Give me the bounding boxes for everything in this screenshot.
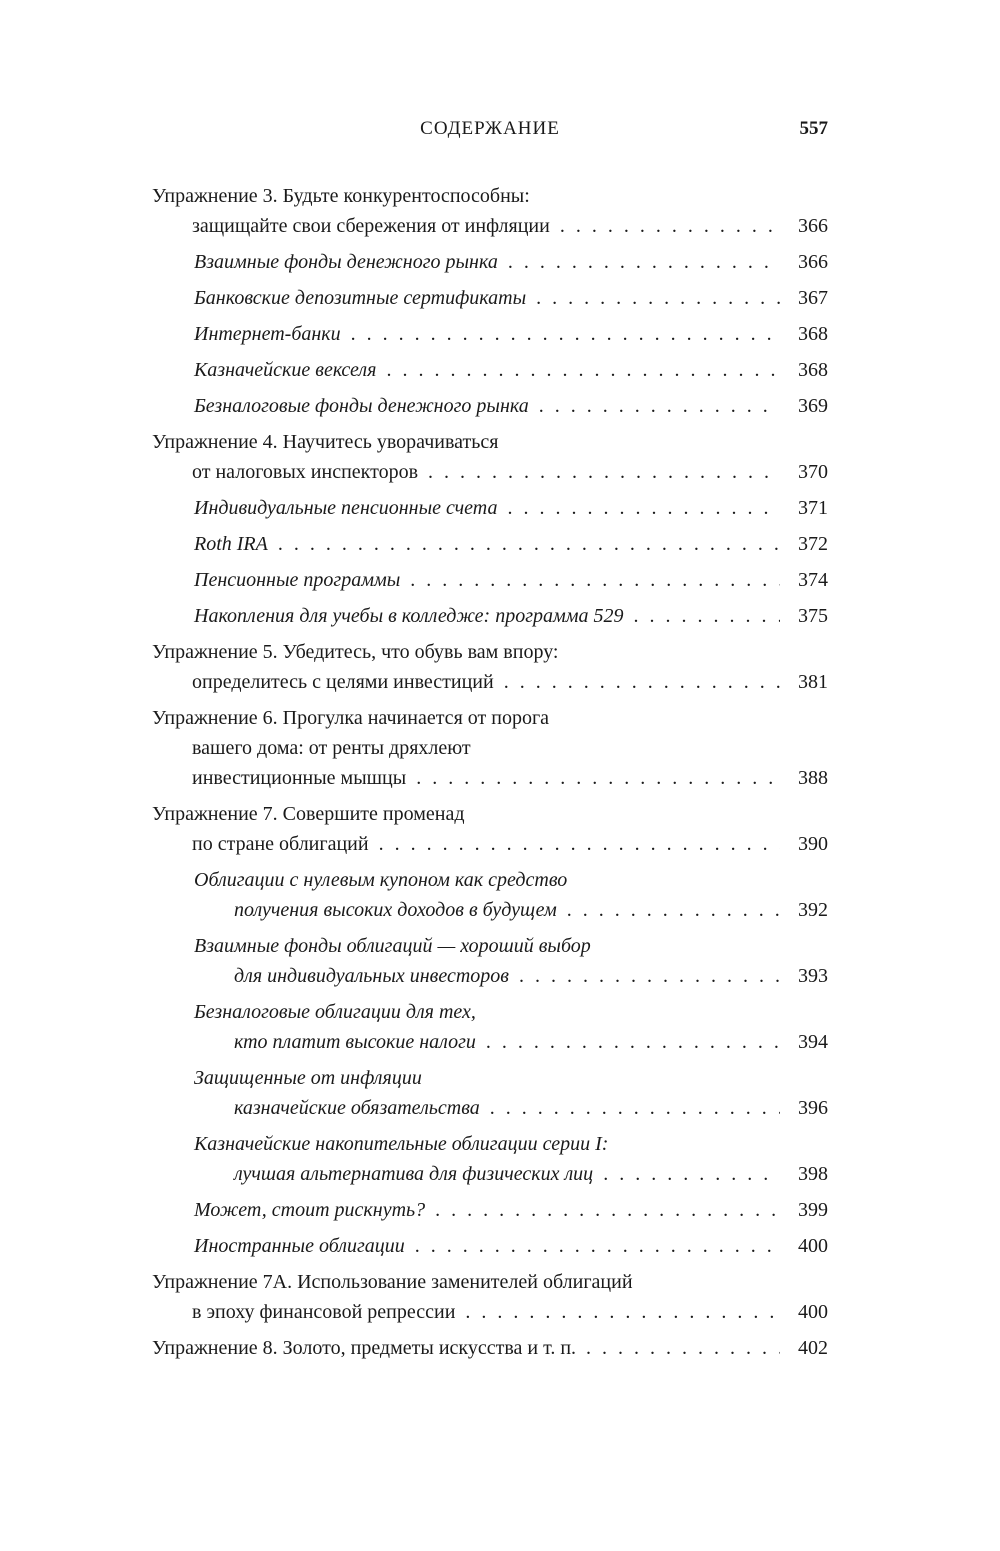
toc-page-number: 400 — [798, 1235, 828, 1257]
toc-section-entry — [152, 565, 828, 595]
toc-section-entry — [152, 931, 828, 991]
dot-leader — [465, 1297, 780, 1327]
toc-entry-last-line — [152, 829, 828, 859]
toc-section-entry — [152, 493, 828, 523]
toc-entry-title: защищайте свои сбережения от инфляции — [192, 215, 550, 237]
dot-leader — [386, 355, 780, 385]
toc-entry-line: Взаимные фонды облигаций — хороший выбор — [194, 935, 591, 957]
toc-entry-title: казначейские обязательства — [234, 1097, 480, 1119]
toc-entry-line: вашего дома: от ренты дряхлеют — [192, 737, 471, 759]
toc-entry-last-line — [194, 895, 828, 925]
toc-page-number: 371 — [798, 497, 828, 519]
running-head-page-number: 557 — [799, 118, 828, 139]
toc-page-number: 374 — [798, 569, 828, 591]
toc-entry-title: Roth IRA — [194, 533, 268, 555]
toc-entry-last-line — [194, 961, 828, 991]
toc-entry-title: Иностранные облигации — [194, 1235, 405, 1257]
dot-leader — [560, 211, 780, 241]
toc-section-entry — [152, 601, 828, 631]
toc-chapter-entry — [152, 637, 828, 697]
toc-page-number: 372 — [798, 533, 828, 555]
toc-entry-last-line — [194, 565, 828, 595]
toc-entry-title: лучшая альтернатива для физических лиц — [234, 1163, 594, 1185]
running-head — [152, 118, 828, 148]
toc-entry-last-line — [194, 1093, 828, 1123]
toc-page-number: 368 — [798, 359, 828, 381]
toc-page-number: 396 — [798, 1097, 828, 1119]
toc-entry-title: Пенсионные программы — [194, 569, 401, 591]
dot-leader — [415, 1231, 780, 1261]
toc-entry-last-line — [152, 1333, 828, 1363]
toc-entry-line: Защищенные от инфляции — [194, 1067, 422, 1089]
toc-entry-last-line — [194, 1231, 828, 1261]
dot-leader — [567, 895, 780, 925]
toc-page-number: 394 — [798, 1031, 828, 1053]
toc-chapter-entry — [152, 1333, 828, 1363]
dot-leader — [416, 763, 780, 793]
dot-leader — [504, 667, 780, 697]
dot-leader — [486, 1027, 780, 1057]
toc-page-number: 368 — [798, 323, 828, 345]
toc-entry-title: от налоговых инспекторов — [192, 461, 419, 483]
toc-page-number: 367 — [798, 287, 828, 309]
toc-entry-title: по стране облигаций — [192, 833, 369, 855]
dot-leader — [490, 1093, 780, 1123]
toc-entry-title: в эпоху финансовой репрессии — [192, 1301, 456, 1323]
toc-page-number: 388 — [798, 767, 828, 789]
toc-page-number: 381 — [798, 671, 828, 693]
toc-entry-last-line — [152, 457, 828, 487]
toc-chapter-entry — [152, 1267, 828, 1327]
toc-entry-title: определитесь с целями инвестиций — [192, 671, 494, 693]
toc-entry-title: Интернет-банки — [194, 323, 341, 345]
running-head-title: СОДЕРЖАНИЕ — [420, 118, 560, 139]
dot-leader — [428, 457, 780, 487]
dot-leader — [410, 565, 780, 595]
toc-entry-last-line — [194, 283, 828, 313]
toc-entry-title: получения высоких доходов в будущем — [234, 899, 557, 921]
toc-entry-line: Безналоговые облигации для тех, — [194, 1001, 476, 1023]
toc-entry-line: Казначейские накопительные облигации серии I: — [194, 1133, 609, 1155]
toc-entry-last-line — [194, 529, 828, 559]
toc-entry-last-line — [152, 763, 828, 793]
toc-entry-last-line — [194, 1159, 828, 1189]
toc-section-entry — [152, 1195, 828, 1225]
dot-leader — [278, 529, 780, 559]
toc-entry-last-line — [152, 667, 828, 697]
toc-entry-last-line — [194, 601, 828, 631]
toc-entry-title: Упражнение 8. Золото, предметы искусства и т. п. — [152, 1337, 577, 1359]
toc-page-number: 370 — [798, 461, 828, 483]
toc-entry-title: Накопления для учебы в колледже: программа 529 — [194, 605, 624, 627]
toc-section-entry — [152, 865, 828, 925]
toc-entry-title: Казначейские векселя — [194, 359, 377, 381]
toc-page-number: 398 — [798, 1163, 828, 1185]
toc-entry-line: Упражнение 7. Совершите променад — [152, 803, 465, 825]
toc-section-entry — [152, 997, 828, 1057]
toc-section-entry — [152, 355, 828, 385]
toc-entry-last-line — [152, 211, 828, 241]
dot-leader — [508, 247, 780, 277]
toc-chapter-entry — [152, 799, 828, 859]
dot-leader — [351, 319, 780, 349]
toc-section-entry — [152, 283, 828, 313]
dot-leader — [519, 961, 780, 991]
toc-section-entry — [152, 247, 828, 277]
toc-entry-line: Упражнение 7А. Использование заменителей облигаций — [152, 1271, 633, 1293]
toc-entry-title: инвестиционные мышцы — [192, 767, 407, 789]
toc-entry-last-line — [194, 319, 828, 349]
toc-chapter-entry — [152, 703, 828, 793]
toc-entry-title: Может, стоит рискнуть? — [194, 1199, 426, 1221]
toc-page-number: 400 — [798, 1301, 828, 1323]
toc-entry-line: Упражнение 5. Убедитесь, что обувь вам впору: — [152, 641, 559, 663]
toc-entry-last-line — [194, 247, 828, 277]
toc-section-entry — [152, 529, 828, 559]
toc-chapter-entry — [152, 427, 828, 487]
dot-leader — [634, 601, 780, 631]
toc-entry-title: Банковские депозитные сертификаты — [194, 287, 527, 309]
toc-page-number: 366 — [798, 251, 828, 273]
toc-section-entry — [152, 1129, 828, 1189]
toc-entry-title: Безналоговые фонды денежного рынка — [194, 395, 529, 417]
toc-entry-line: Облигации с нулевым купоном как средство — [194, 869, 568, 891]
toc-page-number: 390 — [798, 833, 828, 855]
toc-entry-title: для индивидуальных инвесторов — [234, 965, 509, 987]
toc-entry-last-line — [194, 1195, 828, 1225]
toc-entry-last-line — [194, 391, 828, 421]
toc-page-number: 375 — [798, 605, 828, 627]
dot-leader — [586, 1333, 780, 1363]
toc-page-number: 392 — [798, 899, 828, 921]
table-of-contents — [152, 181, 828, 1369]
dot-leader — [379, 829, 780, 859]
toc-page-number: 369 — [798, 395, 828, 417]
toc-entry-title: Взаимные фонды денежного рынка — [194, 251, 498, 273]
toc-entry-last-line — [194, 355, 828, 385]
dot-leader — [536, 283, 780, 313]
toc-entry-last-line — [152, 1297, 828, 1327]
toc-section-entry — [152, 1063, 828, 1123]
toc-entry-title: Индивидуальные пенсионные счета — [194, 497, 498, 519]
toc-entry-line: Упражнение 4. Научитесь уворачиваться — [152, 431, 499, 453]
toc-page-number: 399 — [798, 1199, 828, 1221]
toc-entry-title: кто платит высокие налоги — [234, 1031, 476, 1053]
toc-section-entry — [152, 391, 828, 421]
toc-section-entry — [152, 1231, 828, 1261]
toc-section-entry — [152, 319, 828, 349]
toc-page-number: 366 — [798, 215, 828, 237]
toc-page-number: 402 — [798, 1337, 828, 1359]
toc-entry-line: Упражнение 6. Прогулка начинается от порога — [152, 707, 550, 729]
dot-leader — [507, 493, 780, 523]
dot-leader — [603, 1159, 780, 1189]
toc-entry-line: Упражнение 3. Будьте конкурентоспособны: — [152, 185, 530, 207]
dot-leader — [539, 391, 780, 421]
dot-leader — [435, 1195, 780, 1225]
toc-entry-last-line — [194, 493, 828, 523]
toc-entry-last-line — [194, 1027, 828, 1057]
toc-page-number: 393 — [798, 965, 828, 987]
toc-chapter-entry — [152, 181, 828, 241]
